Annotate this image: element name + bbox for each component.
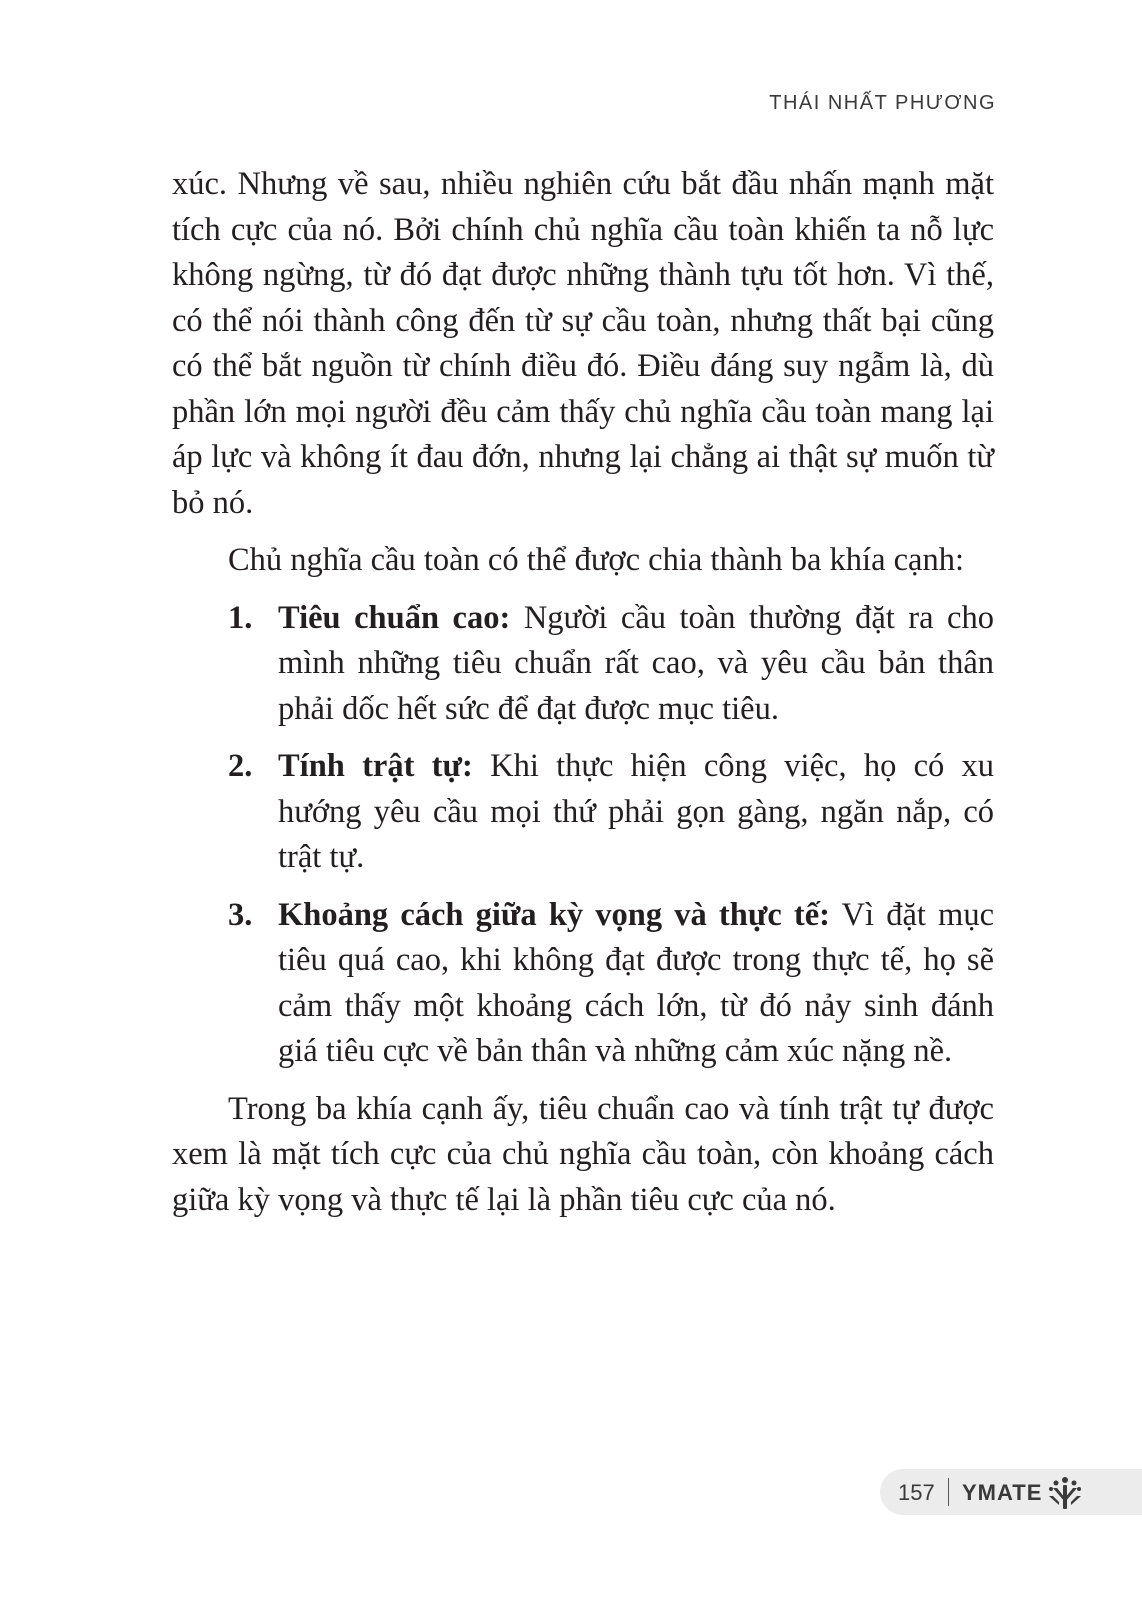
footer-divider [948, 1478, 949, 1506]
list-item-term: Tính trật tự: [278, 748, 473, 784]
ymate-logo-icon [1047, 1476, 1083, 1510]
paragraph-intro-aspects: Chủ nghĩa cầu toàn có thể được chia thành ba khía cạnh: [228, 542, 965, 578]
list-item-text: Người cầu toàn thường đặt ra cho mình những tiêu chuẩn rất cao, và yêu cầu bản thân phải dốc hết sức để đạt được mục tiêu. [278, 599, 994, 727]
aspects-list [172, 596, 994, 1075]
brand-name: YMATE [962, 1480, 1043, 1505]
list-item [172, 744, 994, 881]
list-item-term: Khoảng cách giữa kỳ vọng và thực tế: [278, 896, 830, 933]
list-item-number: 2. [228, 748, 253, 784]
list-item-text: Vì đặt mục tiêu quá cao, khi không đạt được trong thực tế, họ sẽ cảm thấy một khoảng cách lớn, từ đó nảy sinh đánh giá tiêu cực về bản thân và những cảm xúc nặng nề. [278, 896, 995, 1069]
page-body [172, 162, 994, 1223]
page-number: 157 [898, 1480, 935, 1505]
running-header: THÁI NHẤT PHƯƠNG [769, 92, 996, 114]
paragraph-continued: xúc. Nhưng về sau, nhiều nghiên cứu bắt đầu nhấn mạnh mặt tích cực của nó. Bởi chính chủ nghĩa cầu toàn khiến ta nỗ lực không ngừng, từ đó đạt được những thành tựu tốt hơn. Vì thế, có thể nói thành công đến từ sự cầu toàn, nhưng thất bại cũng có thể bắt nguồn từ chính điều đó. Điều đáng suy ngẫm là, dù phần lớn mọi người đều cảm thấy chủ nghĩa cầu toàn mang lại áp lực và không ít đau đớn, nhưng lại chẳng ai thật sự muốn từ bỏ nó. [172, 166, 994, 521]
list-item-number: 1. [228, 599, 253, 636]
paragraph-conclusion: Trong ba khía cạnh ấy, tiêu chuẩn cao và tính trật tự được xem là mặt tích cực của chủ nghĩa cầu toàn, còn khoảng cách giữa kỳ vọng và thực tế lại là phần tiêu cực của nó. [172, 1090, 994, 1218]
list-item [172, 596, 994, 733]
list-item-term: Tiêu chuẩn cao: [278, 599, 511, 636]
list-item-text: Khi thực hiện công việc, họ có xu hướng yêu cầu mọi thứ phải gọn gàng, ngăn nắp, có trật tự. [278, 748, 994, 875]
list-item-number: 3. [228, 896, 253, 933]
list-item [172, 893, 994, 1075]
page-footer [880, 1469, 1142, 1515]
